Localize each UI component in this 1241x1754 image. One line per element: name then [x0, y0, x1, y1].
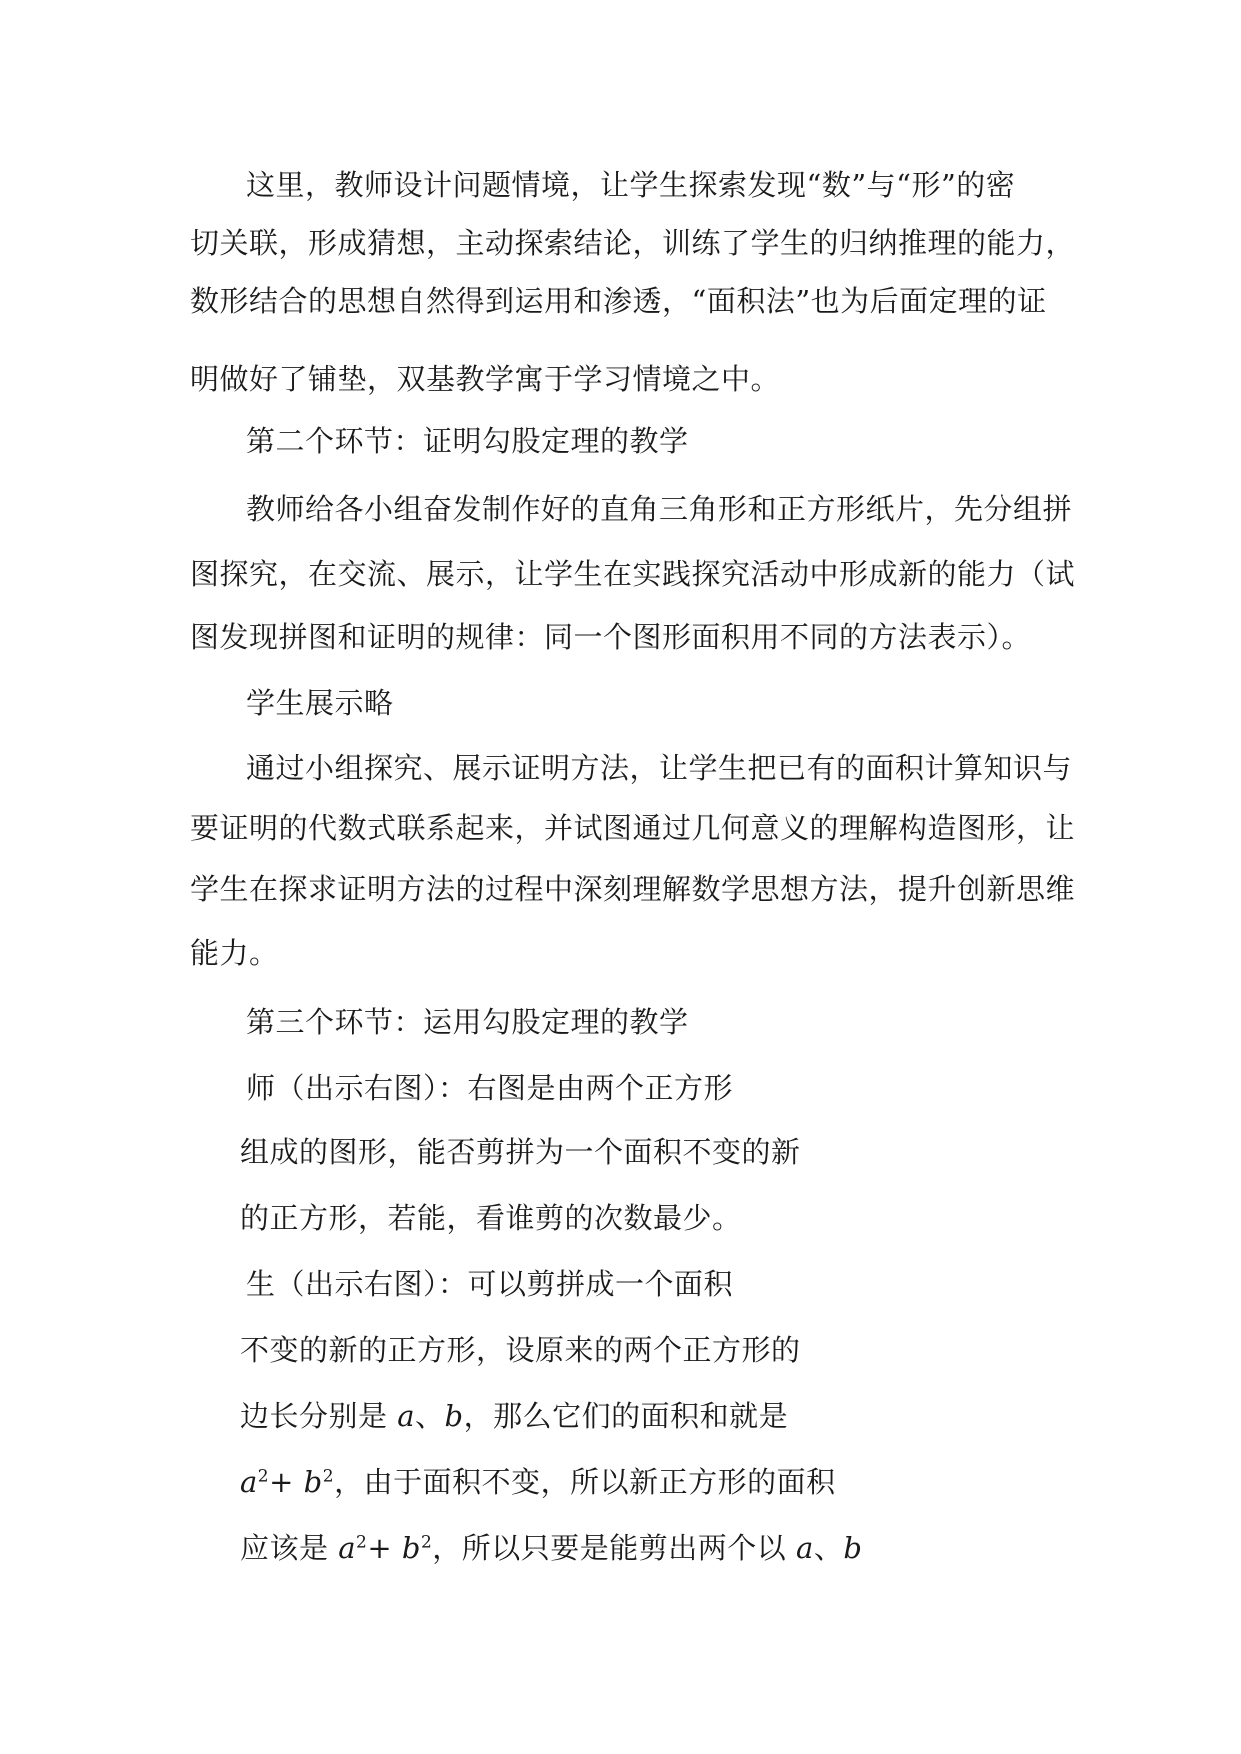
student-answer-line-3: [240, 1396, 788, 1436]
paragraph-3-line-3: 图发现拼图和证明的规律：同一个图形面积用不同的方法表示）。: [190, 620, 1032, 654]
text-segment: ，所以只要是能剪出两个以: [432, 1531, 797, 1565]
text-segment: ，由于面积不变，所以新正方形的面积: [334, 1465, 836, 1499]
student-answer-line-1: 生（出示右图）：可以剪拼成一个面积: [246, 1267, 734, 1301]
text-segment: 、: [813, 1531, 844, 1565]
variable-b: b: [401, 1531, 421, 1565]
paragraph-1-line-1: 这里，教师设计问题情境，让学生探索发现“数”与“形”的密: [246, 168, 1016, 202]
variable-a: a: [338, 1531, 357, 1565]
paragraph-1-line-4: 明做好了铺垫，双基教学寓于学习情境之中。: [190, 362, 781, 396]
variable-b: b: [444, 1399, 464, 1433]
paragraph-5-line-2: 要证明的代数式联系起来，并试图通过几何意义的理解构造图形，让: [190, 811, 1076, 845]
exponent: 2: [356, 1532, 368, 1553]
plus-sign: +: [367, 1531, 402, 1565]
text-segment: ，那么它们的面积和就是: [463, 1399, 789, 1433]
exponent: 2: [322, 1466, 335, 1487]
variable-b: b: [843, 1531, 863, 1565]
paragraph-5-line-4: 能力。: [190, 936, 279, 970]
paragraph-3-line-1: 教师给各小组奋发制作好的直角三角形和正方形纸片，先分组拼: [246, 492, 1073, 526]
exponent: 2: [257, 1466, 270, 1487]
student-answer-line-2: 不变的新的正方形，设原来的两个正方形的: [240, 1333, 801, 1367]
student-answer-line-4: [240, 1462, 836, 1502]
variable-a: a: [240, 1465, 258, 1499]
teacher-question-line-1: 师（出示右图）：右图是由两个正方形: [246, 1071, 734, 1105]
section-heading-3: 第三个环节：运用勾股定理的教学: [246, 1005, 689, 1039]
paragraph-1-line-2: 切关联，形成猜想，主动探索结论，训练了学生的归纳推理的能力，: [190, 226, 1076, 260]
variable-b: b: [303, 1465, 323, 1499]
student-answer-line-5: [240, 1528, 862, 1568]
student-display-note: 学生展示略: [246, 686, 394, 720]
text-segment: 应该是: [240, 1531, 339, 1565]
text-segment: 、: [415, 1399, 445, 1433]
paragraph-1-line-3: 数形结合的思想自然得到运用和渗透，“面积法”也为后面定理的证: [190, 284, 1047, 318]
variable-a: a: [796, 1531, 814, 1565]
plus-sign: +: [269, 1465, 304, 1499]
exponent: 2: [420, 1532, 433, 1553]
paragraph-5-line-3: 学生在探求证明方法的过程中深刻理解数学思想方法，提升创新思维: [190, 872, 1076, 906]
teacher-question-line-3: 的正方形，若能，看谁剪的次数最少。: [240, 1201, 742, 1235]
paragraph-5-line-1: 通过小组探究、展示证明方法，让学生把已有的面积计算知识与: [246, 751, 1073, 785]
paragraph-3-line-2: 图探究，在交流、展示，让学生在实践探究活动中形成新的能力（试: [190, 557, 1076, 591]
text-segment: 边长分别是: [240, 1399, 398, 1433]
teacher-question-line-2: 组成的图形，能否剪拼为一个面积不变的新: [240, 1135, 801, 1169]
variable-a: a: [397, 1399, 416, 1433]
section-heading-2: 第二个环节：证明勾股定理的教学: [246, 424, 689, 458]
